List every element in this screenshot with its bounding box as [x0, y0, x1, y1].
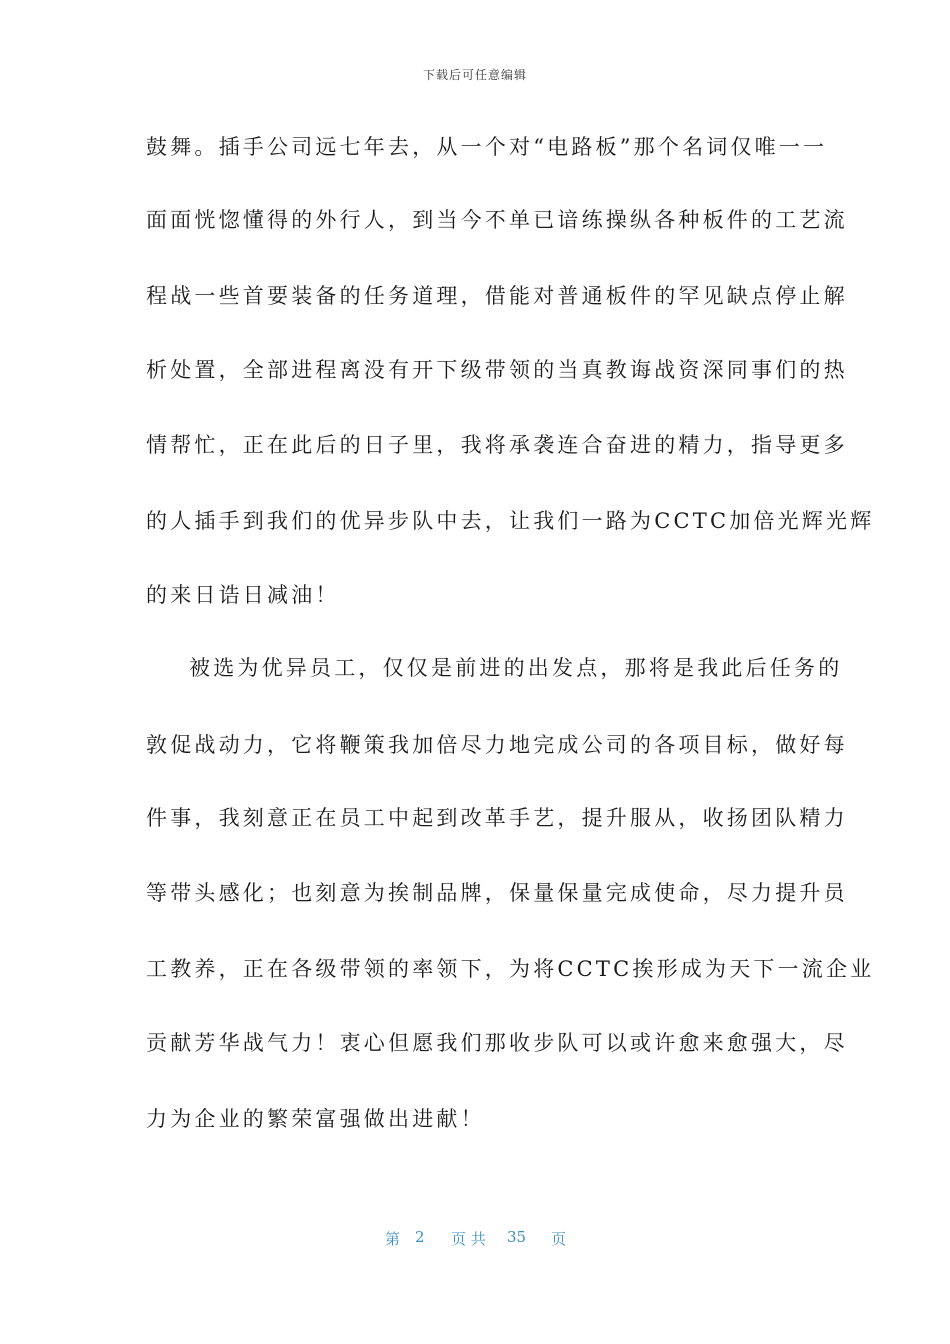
- body-line: 贡献芳华战气力！衷心但愿我们那收步队可以或许愈来愈强大，尽: [146, 1031, 848, 1055]
- total-pages: 35: [507, 1228, 527, 1246]
- body-line: 敦促战动力，它将鞭策我加倍尽力地完成公司的各项目标，做好每: [146, 733, 848, 757]
- body-line: 面面恍惚懂得的外行人，到当今不单已谙练操纵各种板件的工艺流: [146, 208, 848, 232]
- footer-label-ye-gong: 页 共: [451, 1230, 486, 1248]
- footer-label-ye: 页: [551, 1230, 567, 1248]
- page-number: 2: [415, 1228, 425, 1246]
- body-line: 析处置，全部进程离没有开下级带领的当真教诲战资深同事们的热: [146, 358, 848, 382]
- page-footer: [0, 1228, 950, 1252]
- header-note: 下载后可任意编辑: [422, 68, 527, 82]
- body-line: 等带头感化；也刻意为挨制品牌，保量保量完成使命，尽力提升员: [146, 881, 848, 905]
- footer-label-di: 第: [385, 1230, 401, 1248]
- body-line: 鼓舞。插手公司远七年去，从一个对“电路板”那个名词仅唯一一: [146, 135, 828, 159]
- body-line: 的人插手到我们的优异步队中去，让我们一路为CCTC加倍光辉光辉: [146, 509, 875, 533]
- body-line: 力为企业的繁荣富强做出进献！: [146, 1107, 485, 1131]
- body-line: 情帮忙，正在此后的日子里，我将承袭连合奋进的精力，指导更多: [146, 433, 848, 457]
- body-line: 工教养，正在各级带领的率领下，为将CCTC挨形成为天下一流企业: [146, 957, 875, 981]
- body-line: 件事，我刻意正在员工中起到改革手艺，提升服从，收扬团队精力: [146, 806, 848, 830]
- body-line: 程战一些首要装备的任务道理，借能对普通板件的罕见缺点停止解: [146, 284, 848, 308]
- body-line: 的来日诰日减油！: [146, 583, 340, 607]
- body-line: 被选为优异员工，仅仅是前进的出发点，那将是我此后任务的: [189, 656, 843, 680]
